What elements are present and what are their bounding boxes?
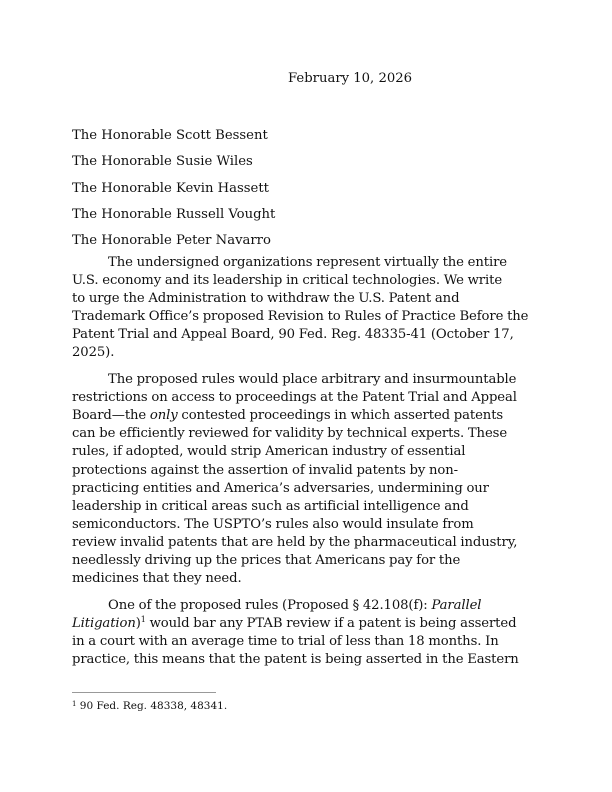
text-line: semiconductors. The USPTO’s rules also would insulate from [72, 516, 474, 532]
recipient: The Honorable Kevin Hassett [72, 180, 269, 196]
text-line [72, 615, 542, 633]
text-span: would bar any PTAB review if a patent is being asserted [145, 615, 517, 631]
text-line: leadership in critical areas such as artificial intelligence and [72, 498, 469, 514]
text-line [72, 597, 542, 615]
text-line: protections against the assertion of invalid patents by non- [72, 462, 458, 478]
text-line: medicines that they need. [72, 571, 242, 587]
footnote-reference[interactable]: 1 [140, 614, 146, 624]
text-line [72, 407, 542, 425]
emphasis-parallel: Parallel [431, 597, 482, 613]
text-line: to urge the Administration to withdraw the U.S. Patent and [72, 291, 460, 307]
text-line: review invalid patents that are held by the pharmaceutical industry, [72, 534, 518, 550]
text-span: Board—the [72, 408, 150, 424]
text-line: Patent Trial and Appeal Board, 90 Fed. Reg. 48335-41 (October 17, [72, 327, 514, 343]
text-line: can be efficiently reviewed for validity by technical experts. These [72, 426, 508, 442]
text-line: The undersigned organizations represent virtually the entire [108, 255, 507, 270]
recipient: The Honorable Russell Vought [72, 206, 276, 222]
recipient-list [72, 123, 275, 254]
text-line: 2025). [72, 345, 115, 361]
text-span: contested proceedings in which asserted patents [181, 408, 504, 424]
text-line: practicing entities and America’s adversaries, undermining our [72, 480, 489, 496]
text-line: in a court with an average time to trial of less than 18 months. In [72, 633, 499, 649]
letter-date: February 10, 2026 [288, 71, 413, 86]
text-line: rules, if adopted, would strip American industry of essential [72, 444, 466, 460]
text-line: practice, this means that the patent is being asserted in the Eastern [72, 651, 519, 667]
text-span: ) [135, 615, 141, 631]
text-span: One of the proposed rules (Proposed § 42.108(f): [108, 597, 432, 613]
text-line: The proposed rules would place arbitrary and insurmountable [108, 372, 517, 388]
footnote-text: 90 Fed. Reg. 48338, 48341. [76, 700, 228, 712]
text-line: U.S. economy and its leadership in critical technologies. We write [72, 273, 503, 289]
text-line: restrictions on access to proceedings at the Patent Trial and Appeal [72, 390, 517, 406]
footnote-divider [72, 692, 216, 693]
paragraph-parallel-litigation [72, 597, 542, 669]
recipient: The Honorable Peter Navarro [72, 233, 271, 249]
paragraph-intro [72, 254, 542, 363]
paragraph-proposed-rules [72, 371, 542, 588]
emphasis-only: only [149, 408, 178, 424]
letter-body [72, 254, 542, 678]
emphasis-litigation: Litigation [72, 615, 136, 631]
recipient: The Honorable Scott Bessent [72, 128, 268, 143]
footnote-number: 1 [72, 700, 77, 708]
footnote [72, 700, 227, 712]
recipient: The Honorable Susie Wiles [72, 154, 253, 170]
text-line: needlessly driving up the prices that Americans pay for the [72, 553, 461, 568]
text-line: Trademark Office’s proposed Revision to Rules of Practice Before the [72, 309, 529, 325]
